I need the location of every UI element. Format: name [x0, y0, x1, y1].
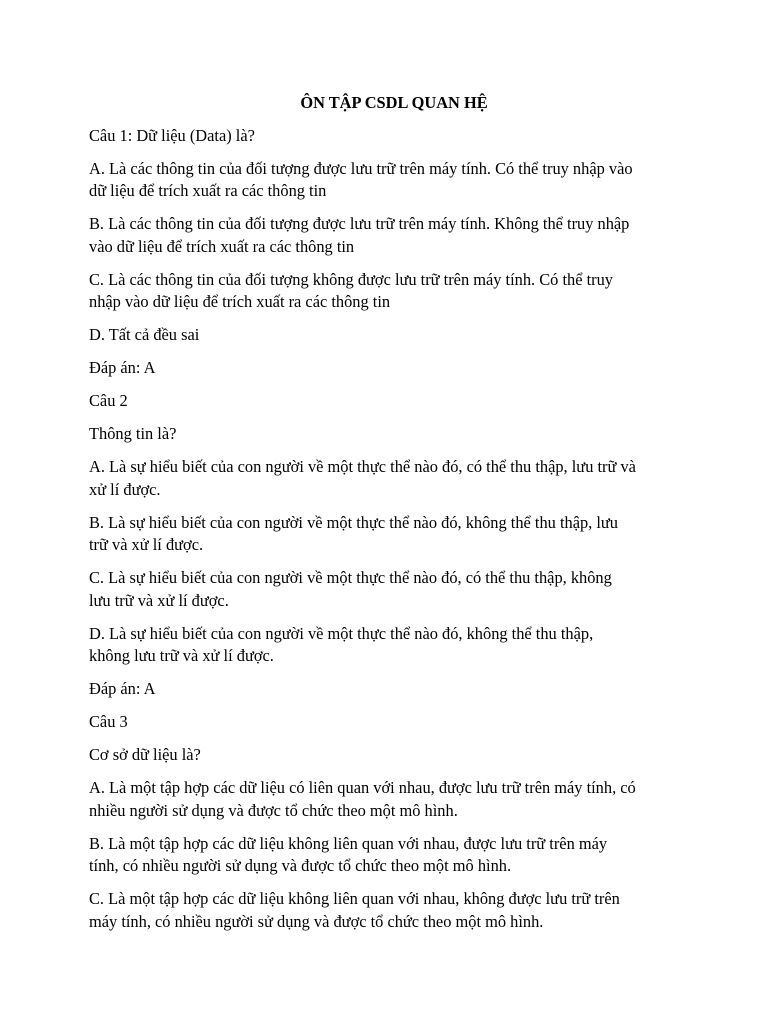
- paragraph: [89, 269, 689, 314]
- text-line: máy tính, có nhiều người sử dụng và được tổ chức theo một mô hình.: [89, 911, 544, 931]
- paragraph: [89, 678, 689, 701]
- text-line: Đáp án: A: [89, 679, 156, 698]
- text-line: nhập vào dữ liệu để trích xuất ra các thông tin: [89, 292, 391, 311]
- text-line: C. Là sự hiểu biết của con người về một thực thể nào đó, có thể thu thập, không: [89, 568, 612, 587]
- text-line: A. Là sự hiểu biết của con người về một thực thể nào đó, có thể thu thập, lưu trữ và: [89, 457, 636, 476]
- paragraph: [89, 567, 689, 612]
- paragraph: [89, 158, 689, 203]
- paragraph: [89, 390, 689, 413]
- text-line: Thông tin là?: [89, 424, 177, 443]
- text-line: D. Là sự hiểu biết của con người về một thực thể nào đó, không thể thu thập,: [89, 623, 594, 643]
- text-line: C. Là các thông tin của đối tượng không được lưu trữ trên máy tính. Có thể truy: [89, 269, 614, 289]
- text-line: Câu 3: [89, 712, 128, 731]
- paragraph: [89, 623, 689, 668]
- paragraph: [89, 711, 689, 734]
- text-line: Cơ sở dữ liệu là?: [89, 745, 201, 764]
- paragraph: [89, 888, 689, 933]
- paragraph: [89, 744, 689, 767]
- text-line: vào dữ liệu để trích xuất ra các thông tin: [89, 236, 355, 256]
- text-line: nhiều người sử dụng và được tổ chức theo một mô hình.: [89, 800, 458, 820]
- text-line: Đáp án: A: [89, 358, 156, 377]
- text-line: B. Là các thông tin của đối tượng được lưu trữ trên máy tính. Không thể truy nhập: [89, 214, 630, 233]
- document-content: [89, 92, 689, 944]
- paragraph: [89, 125, 689, 148]
- paragraph: [89, 213, 689, 258]
- text-line: A. Là các thông tin của đối tượng được lưu trữ trên máy tính. Có thể truy nhập vào: [89, 158, 633, 178]
- paragraph: [89, 777, 689, 822]
- paragraph-list: [89, 125, 689, 934]
- text-line: xử lí được.: [89, 479, 161, 499]
- text-line: B. Là sự hiểu biết của con người về một thực thể nào đó, không thể thu thập, lưu: [89, 512, 618, 532]
- paragraph: [89, 423, 689, 446]
- paragraph: [89, 512, 689, 557]
- text-line: D. Tất cả đều sai: [89, 325, 200, 344]
- text-line: lưu trữ và xử lí được.: [89, 590, 229, 610]
- text-line: tính, có nhiều người sử dụng và được tổ chức theo một mô hình.: [89, 856, 512, 875]
- text-line: B. Là một tập hợp các dữ liệu không liên quan với nhau, được lưu trữ trên máy: [89, 833, 608, 853]
- text-line: Câu 2: [89, 391, 128, 410]
- paragraph: [89, 324, 689, 347]
- text-line: Câu 1: Dữ liệu (Data) là?: [89, 125, 255, 145]
- text-line: C. Là một tập hợp các dữ liệu không liên quan với nhau, không được lưu trữ trên: [89, 889, 620, 908]
- text-line: A. Là một tập hợp các dữ liệu có liên quan với nhau, được lưu trữ trên máy tính, có: [89, 778, 636, 797]
- text-line: không lưu trữ và xử lí được.: [89, 646, 274, 665]
- paragraph: [89, 456, 689, 501]
- text-line: trữ và xử lí được.: [89, 535, 204, 554]
- document-title: ÔN TẬP CSDL QUAN HỆ: [300, 93, 488, 112]
- paragraph: [89, 357, 689, 380]
- text-line: dữ liệu để trích xuất ra các thông tin: [89, 181, 327, 200]
- paragraph: [89, 833, 689, 878]
